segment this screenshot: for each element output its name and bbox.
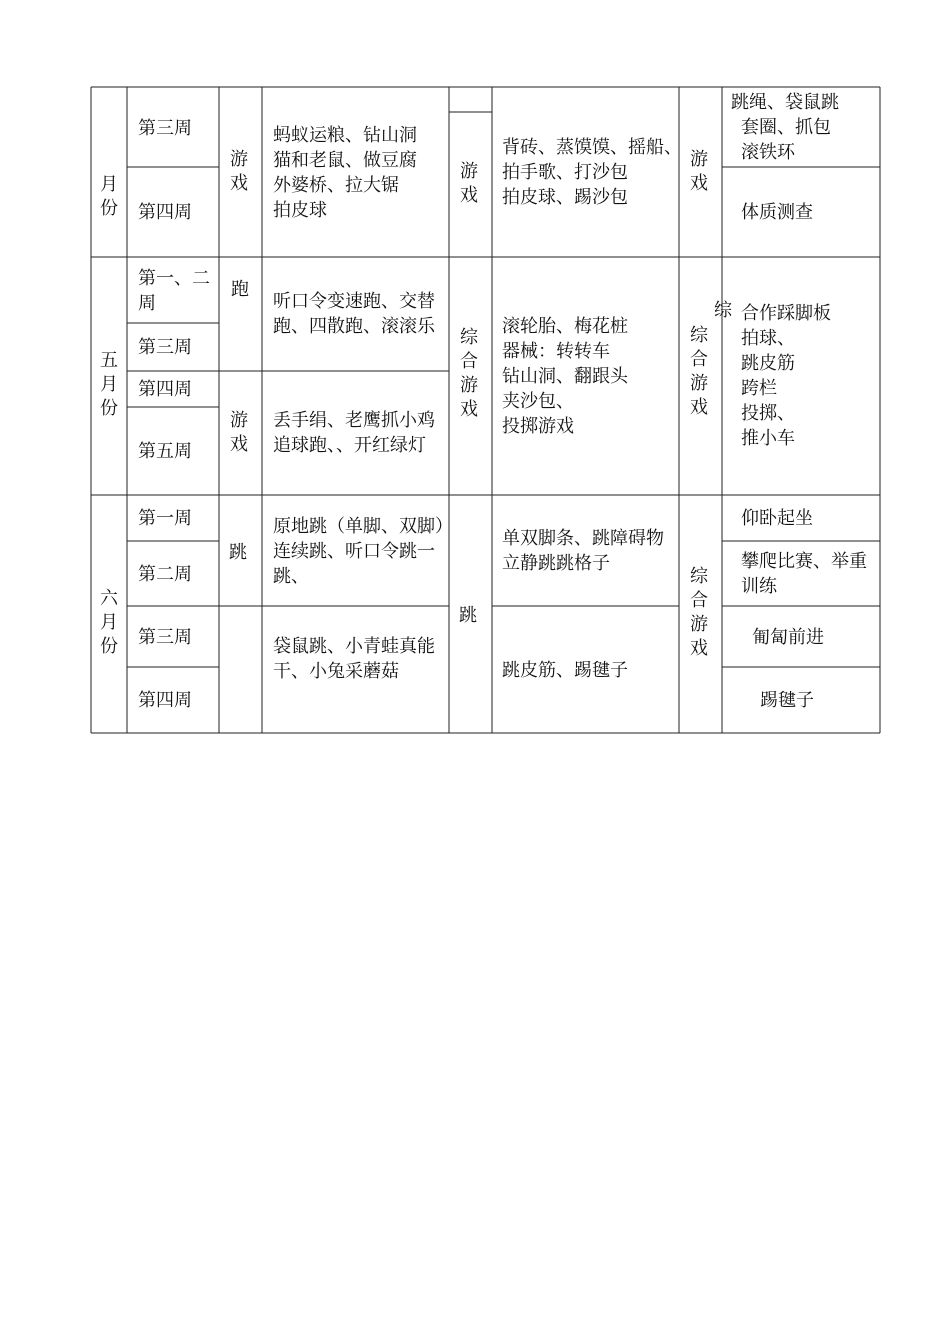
week-label: 第四周: [138, 379, 192, 400]
activity-type: 跳: [229, 542, 247, 563]
activity-type: 游 戏: [460, 161, 478, 206]
april-month-label: 月 份: [100, 174, 118, 219]
week-label: 第三周: [138, 118, 192, 139]
week-label: 第一周: [138, 508, 192, 529]
activity-type: 综 合 游 戏: [690, 566, 708, 659]
activity-content: 原地跳（单脚、双脚） 连续跳、听口令跳一 跳、: [273, 516, 453, 587]
activity-content: 合作踩脚板 拍球、 跳皮筋 跨栏 投掷、 推小车: [741, 303, 831, 449]
activity-content: 仰卧起坐: [741, 508, 813, 529]
week-label: 第一、二 周: [138, 268, 210, 314]
activity-content: 跳绳、袋鼠跳 套圈、抓包 滚铁环: [731, 92, 839, 163]
week-label: 第四周: [138, 202, 192, 223]
activity-type: 游 戏: [690, 149, 708, 194]
activity-content: 丢手绢、老鹰抓小鸡 追球跑、、开红绿灯: [273, 410, 435, 456]
june-month-label: 六 月 份: [100, 588, 118, 657]
activity-content: 袋鼠跳、小青蛙真能 干、小兔采蘑菇: [273, 636, 435, 682]
activity-content: 匍匐前进: [752, 627, 824, 648]
activity-type: 综 合 游 戏: [460, 327, 478, 420]
activity-content: 单双脚条、跳障碍物 立静跳跳格子: [502, 528, 664, 574]
week-label: 第三周: [138, 337, 192, 358]
week-label: 第四周: [138, 690, 192, 711]
activity-type: 游 戏: [230, 410, 248, 455]
week-label: 第三周: [138, 627, 192, 648]
activity-content: 跳皮筋、踢毽子: [502, 660, 628, 681]
activity-content: 踢毽子: [760, 690, 814, 711]
activity-content: 背砖、蒸馍馍、摇船、 拍手歌、打沙包 拍皮球、踢沙包: [502, 137, 682, 208]
activity-content: 滚轮胎、梅花桩 器械：转转车 钻山洞、翻跟头 夹沙包、 投掷游戏: [502, 316, 628, 437]
may-month-label: 五 月 份: [100, 350, 118, 419]
activity-content: 体质测查: [741, 202, 813, 223]
week-label: 第五周: [138, 441, 192, 462]
activity-content: 蚂蚁运粮、钻山洞 猫和老鼠、做豆腐 外婆桥、拉大锯 拍皮球: [273, 125, 417, 221]
week-label: 第二周: [138, 564, 192, 585]
activity-type: 游 戏: [230, 149, 248, 194]
activity-content: 攀爬比赛、举重 训练: [741, 551, 867, 597]
activity-type: 跳: [459, 605, 477, 626]
activity-type: 跑: [231, 279, 249, 300]
activity-content: 听口令变速跑、交替 跑、四散跑、滚滚乐: [273, 291, 435, 337]
activity-type: 综 合 游 戏: [690, 325, 708, 418]
stray-character: 综: [714, 300, 732, 321]
